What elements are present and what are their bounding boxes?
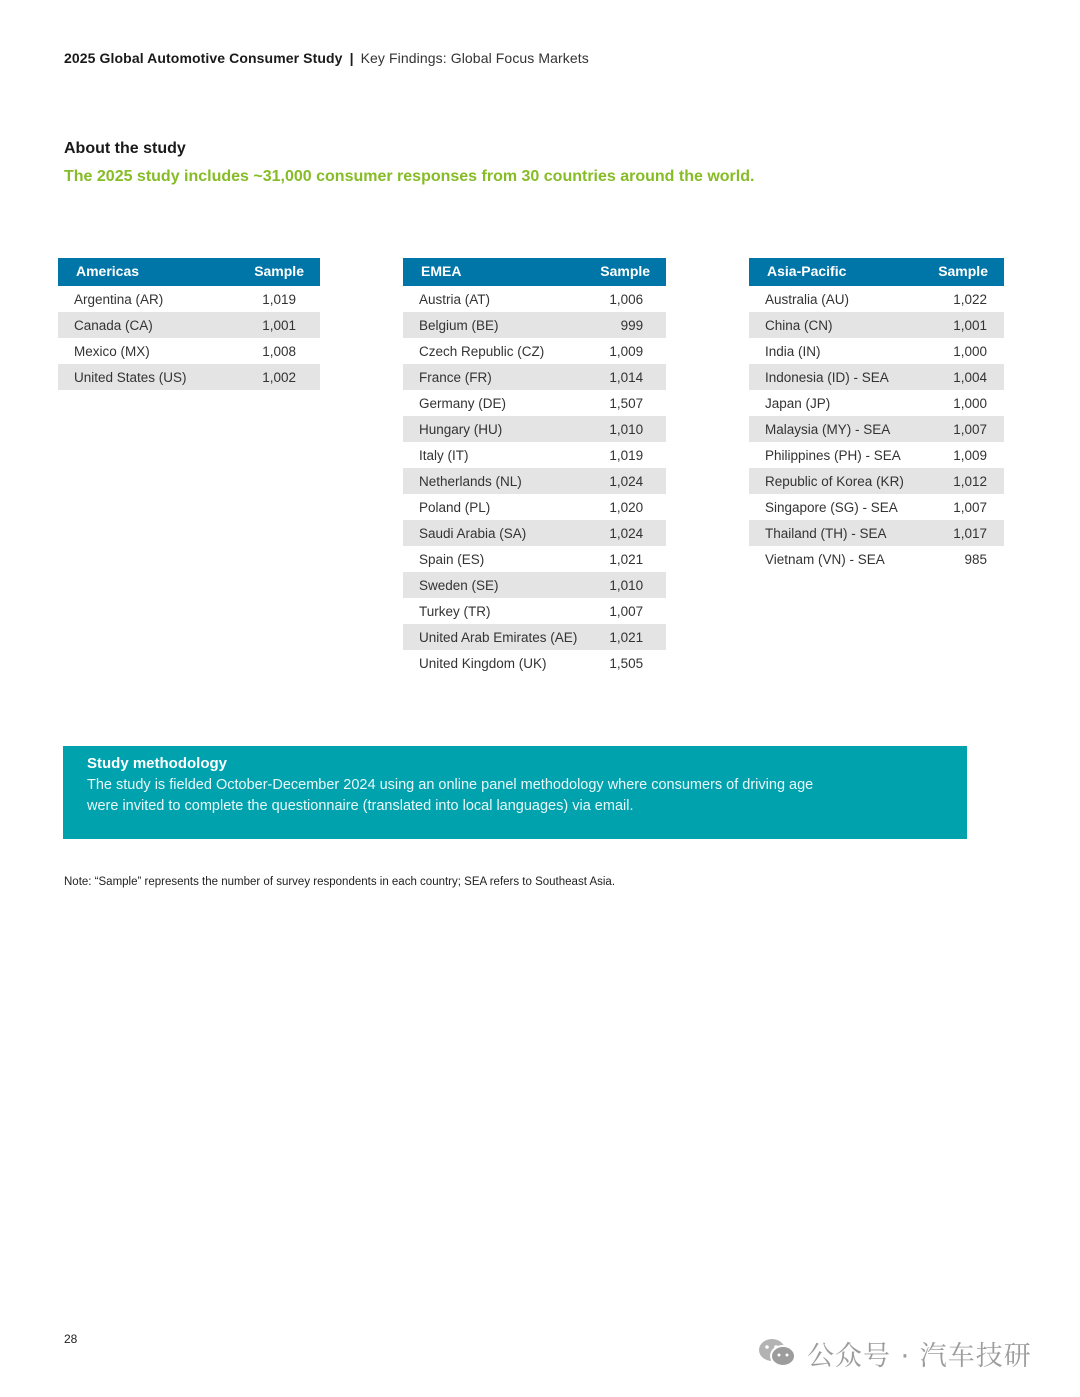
table-row: [403, 598, 666, 624]
sample-cell: 1,001: [231, 312, 320, 338]
wechat-icon: [757, 1337, 797, 1369]
methodology-body: The study is fielded October-December 2024 using an online panel methodology where consumers of driving age were invited to complete the questionnaire (translated into local languages) via email.: [87, 777, 814, 814]
country-cell: United Kingdom (UK): [419, 655, 547, 671]
sample-cell: 1,024: [593, 520, 666, 546]
country-cell: Belgium (BE): [403, 312, 593, 338]
country-cell: Japan (JP): [765, 395, 831, 411]
country-cell: Malaysia (MY) - SEA: [749, 416, 932, 442]
country-cell: France (FR): [403, 364, 593, 390]
about-title: About the study: [64, 140, 186, 157]
table-row: [58, 285, 320, 312]
table-row: [403, 520, 666, 546]
sample-cell: 1,022: [953, 291, 987, 307]
methodology-title: Study methodology: [87, 755, 227, 772]
sample-cell: 1,002: [231, 364, 320, 390]
sample-cell: 1,505: [609, 655, 644, 671]
sample-cell: 1,007: [953, 499, 987, 515]
country-cell: Australia (AU): [765, 291, 850, 307]
region-header: Americas: [58, 258, 231, 285]
country-cell: United Arab Emirates (AE): [403, 624, 593, 650]
table-row: [403, 546, 666, 572]
sample-cell: 1,009: [953, 447, 987, 463]
country-cell: Czech Republic (CZ): [419, 343, 545, 359]
sample-cell: 1,000: [953, 395, 987, 411]
table-row: [403, 338, 666, 364]
table-row: [403, 572, 666, 598]
country-cell: China (CN): [749, 312, 932, 338]
table-row: [403, 650, 666, 676]
sample-header: Sample: [932, 258, 1004, 285]
country-cell: Saudi Arabia (SA): [403, 520, 593, 546]
table-row: [403, 442, 666, 468]
sample-cell: 1,010: [593, 572, 666, 598]
country-cell: Philippines (PH) - SEA: [765, 447, 901, 463]
sample-cell: 1,008: [262, 343, 296, 359]
country-cell: Austria (AT): [419, 291, 491, 307]
table-header-row: [403, 258, 666, 285]
table-row: [403, 364, 666, 390]
country-cell: Thailand (TH) - SEA: [749, 520, 932, 546]
table-row: [749, 312, 1004, 338]
country-cell: Poland (PL): [419, 499, 491, 515]
table-row: [58, 312, 320, 338]
page-header: [64, 50, 589, 66]
table-row: [403, 494, 666, 520]
table-row: [403, 312, 666, 338]
table-header-row: [749, 258, 1004, 285]
country-cell: Hungary (HU): [403, 416, 593, 442]
sample-header: Sample: [593, 258, 666, 285]
page-number: 28: [64, 1332, 78, 1346]
table-row: [58, 338, 320, 364]
table-row: [403, 285, 666, 312]
sample-cell: 1,021: [593, 624, 666, 650]
sample-cell: 1,021: [609, 551, 644, 567]
sample-cell: 1,010: [593, 416, 666, 442]
region-header: Asia-Pacific: [749, 258, 932, 285]
sample-cell: 1,007: [609, 603, 644, 619]
sample-cell: 1,017: [932, 520, 1004, 546]
table-row: [749, 546, 1004, 572]
country-cell: United States (US): [58, 364, 231, 390]
footnote: Note: “Sample” represents the number of survey respondents in each country; SEA refers to Southeast Asia.: [64, 876, 616, 888]
sample-cell: 1,507: [609, 395, 644, 411]
country-cell: Mexico (MX): [74, 343, 150, 359]
sample-header: Sample: [231, 258, 320, 285]
emea-table: [403, 258, 666, 676]
sample-cell: 1,000: [953, 343, 987, 359]
country-cell: Indonesia (ID) - SEA: [749, 364, 932, 390]
sample-cell: 1,006: [609, 291, 644, 307]
country-cell: Canada (CA): [58, 312, 231, 338]
table-row: [749, 416, 1004, 442]
watermark-text: 公众号 · 汽车技研: [807, 1340, 1032, 1372]
sample-cell: 1,009: [609, 343, 644, 359]
table-row: [749, 520, 1004, 546]
sample-cell: 1,001: [932, 312, 1004, 338]
methodology-box: [63, 746, 967, 839]
country-cell: Argentina (AR): [74, 291, 164, 307]
country-cell: Turkey (TR): [419, 603, 491, 619]
table-row: [749, 390, 1004, 416]
sample-cell: 1,019: [609, 447, 644, 463]
table-row: [403, 390, 666, 416]
table-row: [749, 285, 1004, 312]
table-row: [749, 338, 1004, 364]
sample-cell: 1,012: [932, 468, 1004, 494]
sample-cell: 999: [593, 312, 666, 338]
country-cell: Vietnam (VN) - SEA: [765, 551, 885, 567]
sample-cell: 1,020: [609, 499, 644, 515]
sample-cell: 1,007: [932, 416, 1004, 442]
table-row: [403, 468, 666, 494]
sample-cell: 1,014: [593, 364, 666, 390]
sample-cell: 1,024: [593, 468, 666, 494]
country-cell: Italy (IT): [419, 447, 469, 463]
sample-cell: 1,019: [262, 291, 296, 307]
table-row: [749, 442, 1004, 468]
sample-cell: 985: [964, 551, 987, 567]
country-cell: Germany (DE): [419, 395, 507, 411]
table-row: [749, 364, 1004, 390]
table-row: [749, 468, 1004, 494]
country-cell: Republic of Korea (KR): [749, 468, 932, 494]
region-header: EMEA: [403, 258, 593, 285]
table-header-row: [58, 258, 320, 285]
country-cell: Netherlands (NL): [403, 468, 593, 494]
table-row: [749, 494, 1004, 520]
country-cell: Singapore (SG) - SEA: [765, 499, 898, 515]
country-cell: Spain (ES): [419, 551, 485, 567]
report-subtitle: Key Findings: Global Focus Markets: [360, 50, 589, 66]
country-cell: India (IN): [765, 343, 821, 359]
americas-table: [58, 258, 320, 390]
sample-cell: 1,004: [932, 364, 1004, 390]
country-cell: Sweden (SE): [403, 572, 593, 598]
watermark: [757, 1336, 1032, 1370]
about-lead: The 2025 study includes ~31,000 consumer responses from 30 countries around the world.: [64, 168, 755, 185]
table-row: [403, 416, 666, 442]
table-row: [403, 624, 666, 650]
header-separator: |: [349, 50, 354, 66]
asia-pacific-table: [749, 258, 1004, 572]
table-row: [58, 364, 320, 390]
report-title: 2025 Global Automotive Consumer Study: [64, 50, 343, 66]
